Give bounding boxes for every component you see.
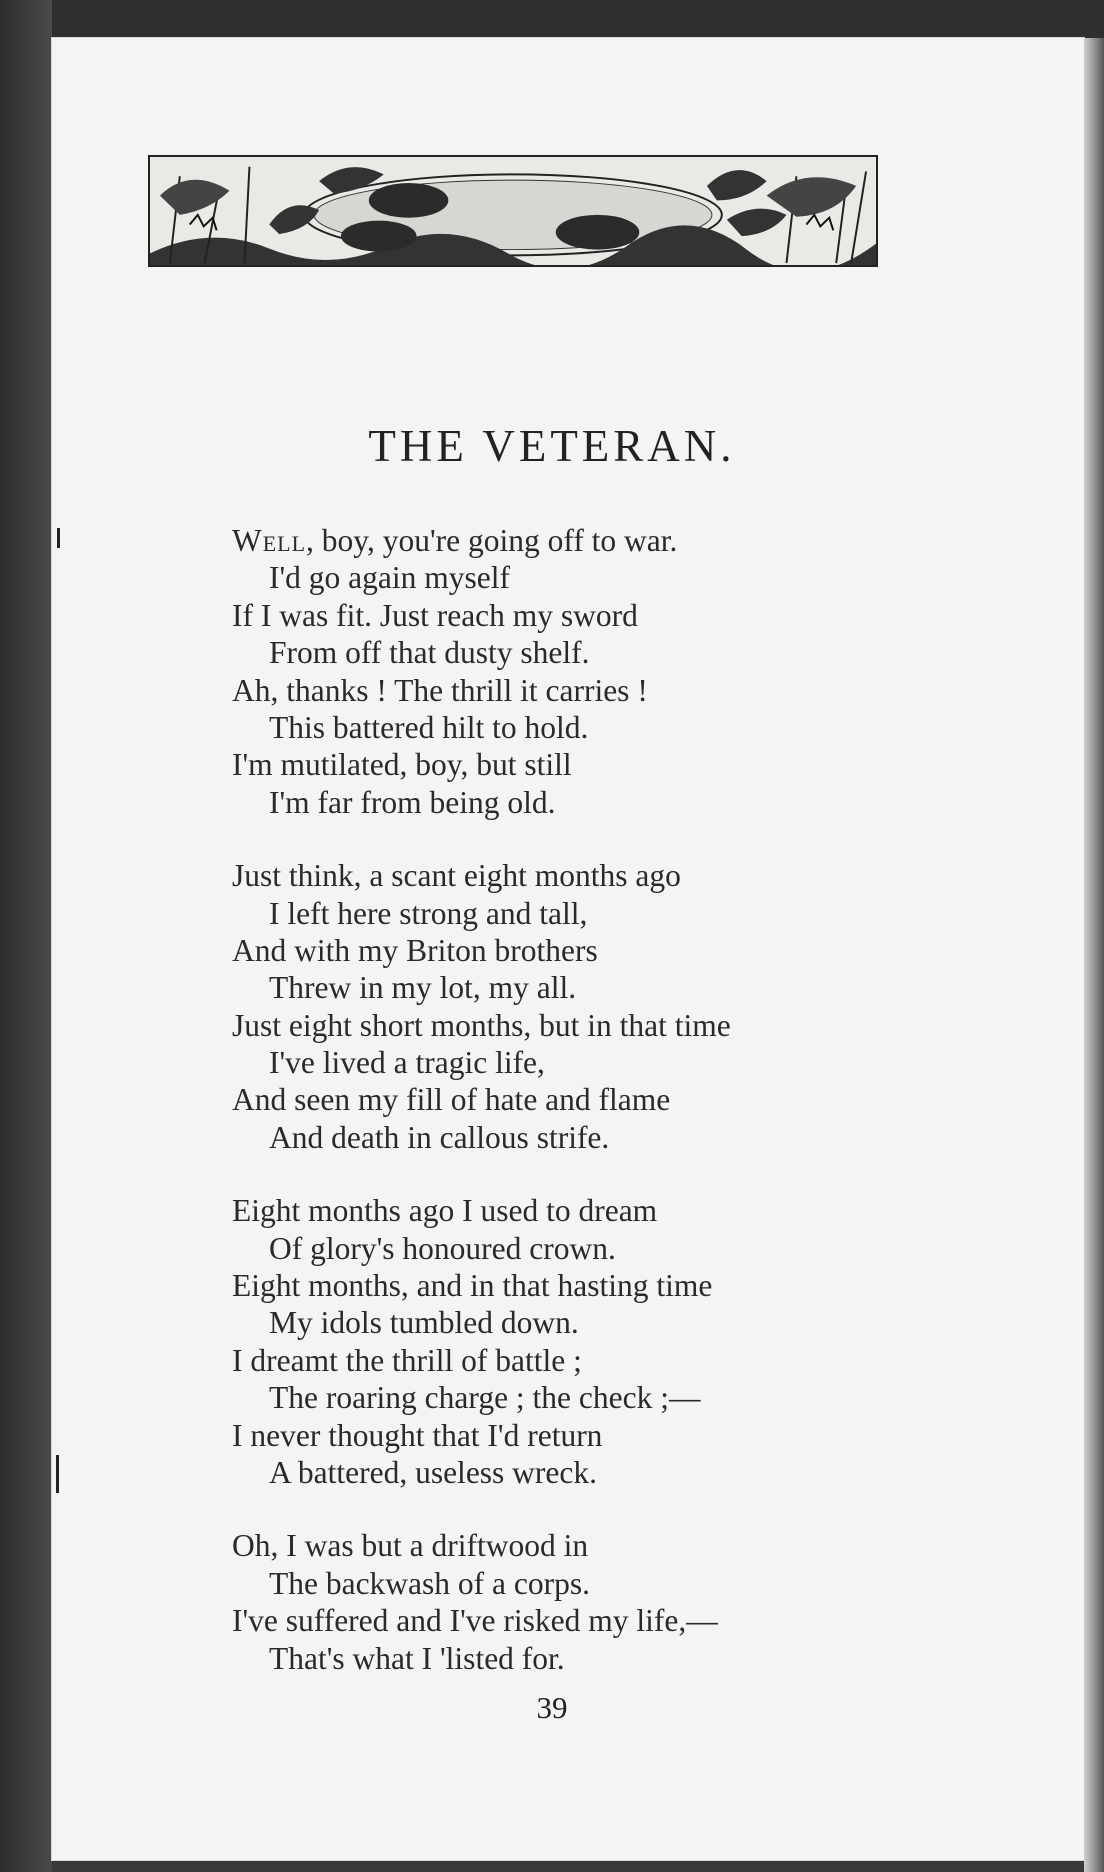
poem-line: I've lived a tragic life, [269, 1045, 545, 1081]
poem-title: THE VETERAN. [368, 421, 736, 471]
poem-line: This battered hilt to hold. [269, 709, 589, 745]
stanza [232, 1192, 731, 1491]
poem-line: Of glory's honoured crown. [269, 1230, 616, 1266]
poem-line [232, 522, 731, 559]
poem-line: My idols tumbled down. [269, 1305, 579, 1341]
decorative-banner-icon [148, 155, 878, 267]
poem-line: From off that dusty shelf. [269, 635, 590, 671]
margin-mark [56, 1455, 59, 1493]
poem-line: I'm mutilated, boy, but still [232, 747, 572, 783]
poem-line: And with my Briton brothers [232, 932, 598, 968]
stanza [232, 522, 731, 821]
poem-line: Oh, I was but a driftwood in [232, 1528, 589, 1564]
scan-left-border [0, 0, 52, 1872]
line-text: , boy, you're going off to war. [306, 523, 678, 558]
poem-line: The roaring charge ; the check ;— [269, 1380, 701, 1416]
poem-line: I never thought that I'd return [232, 1417, 603, 1453]
poem-line: I've suffered and I've risked my life,— [232, 1603, 718, 1639]
poem-line: Just think, a scant eight months ago [232, 858, 681, 894]
poem-line: Eight months, and in that hasting time [232, 1268, 713, 1304]
poem-body [232, 522, 731, 1677]
poem-line: I dreamt the thrill of battle ; [232, 1342, 582, 1378]
poem-line: Threw in my lot, my all. [269, 970, 577, 1006]
poem-line: And seen my fill of hate and flame [232, 1082, 671, 1118]
poem-line: The backwash of a corps. [269, 1565, 590, 1601]
stanza [232, 857, 731, 1156]
poem-line: Ah, thanks ! The thrill it carries ! [232, 672, 648, 708]
margin-mark [57, 528, 60, 548]
poem-line: A battered, useless wreck. [269, 1454, 598, 1490]
stanza [232, 1527, 731, 1677]
drop-word: Well [232, 523, 307, 558]
poem-line: Just eight short months, but in that time [232, 1007, 731, 1043]
page-number: 39 [536, 1690, 568, 1725]
page-edge [1084, 38, 1104, 1872]
poem-line: If I was fit. Just reach my sword [232, 597, 638, 633]
poem-line: I'm far from being old. [269, 784, 556, 820]
scan-top-border [0, 0, 1104, 38]
poem-line: I'd go again myself [269, 560, 510, 596]
poem-line: Eight months ago I used to dream [232, 1193, 658, 1229]
poem-line: And death in callous strife. [269, 1119, 610, 1155]
poem-line: I left here strong and tall, [269, 895, 588, 931]
poem-line: That's what I 'listed for. [269, 1640, 565, 1676]
